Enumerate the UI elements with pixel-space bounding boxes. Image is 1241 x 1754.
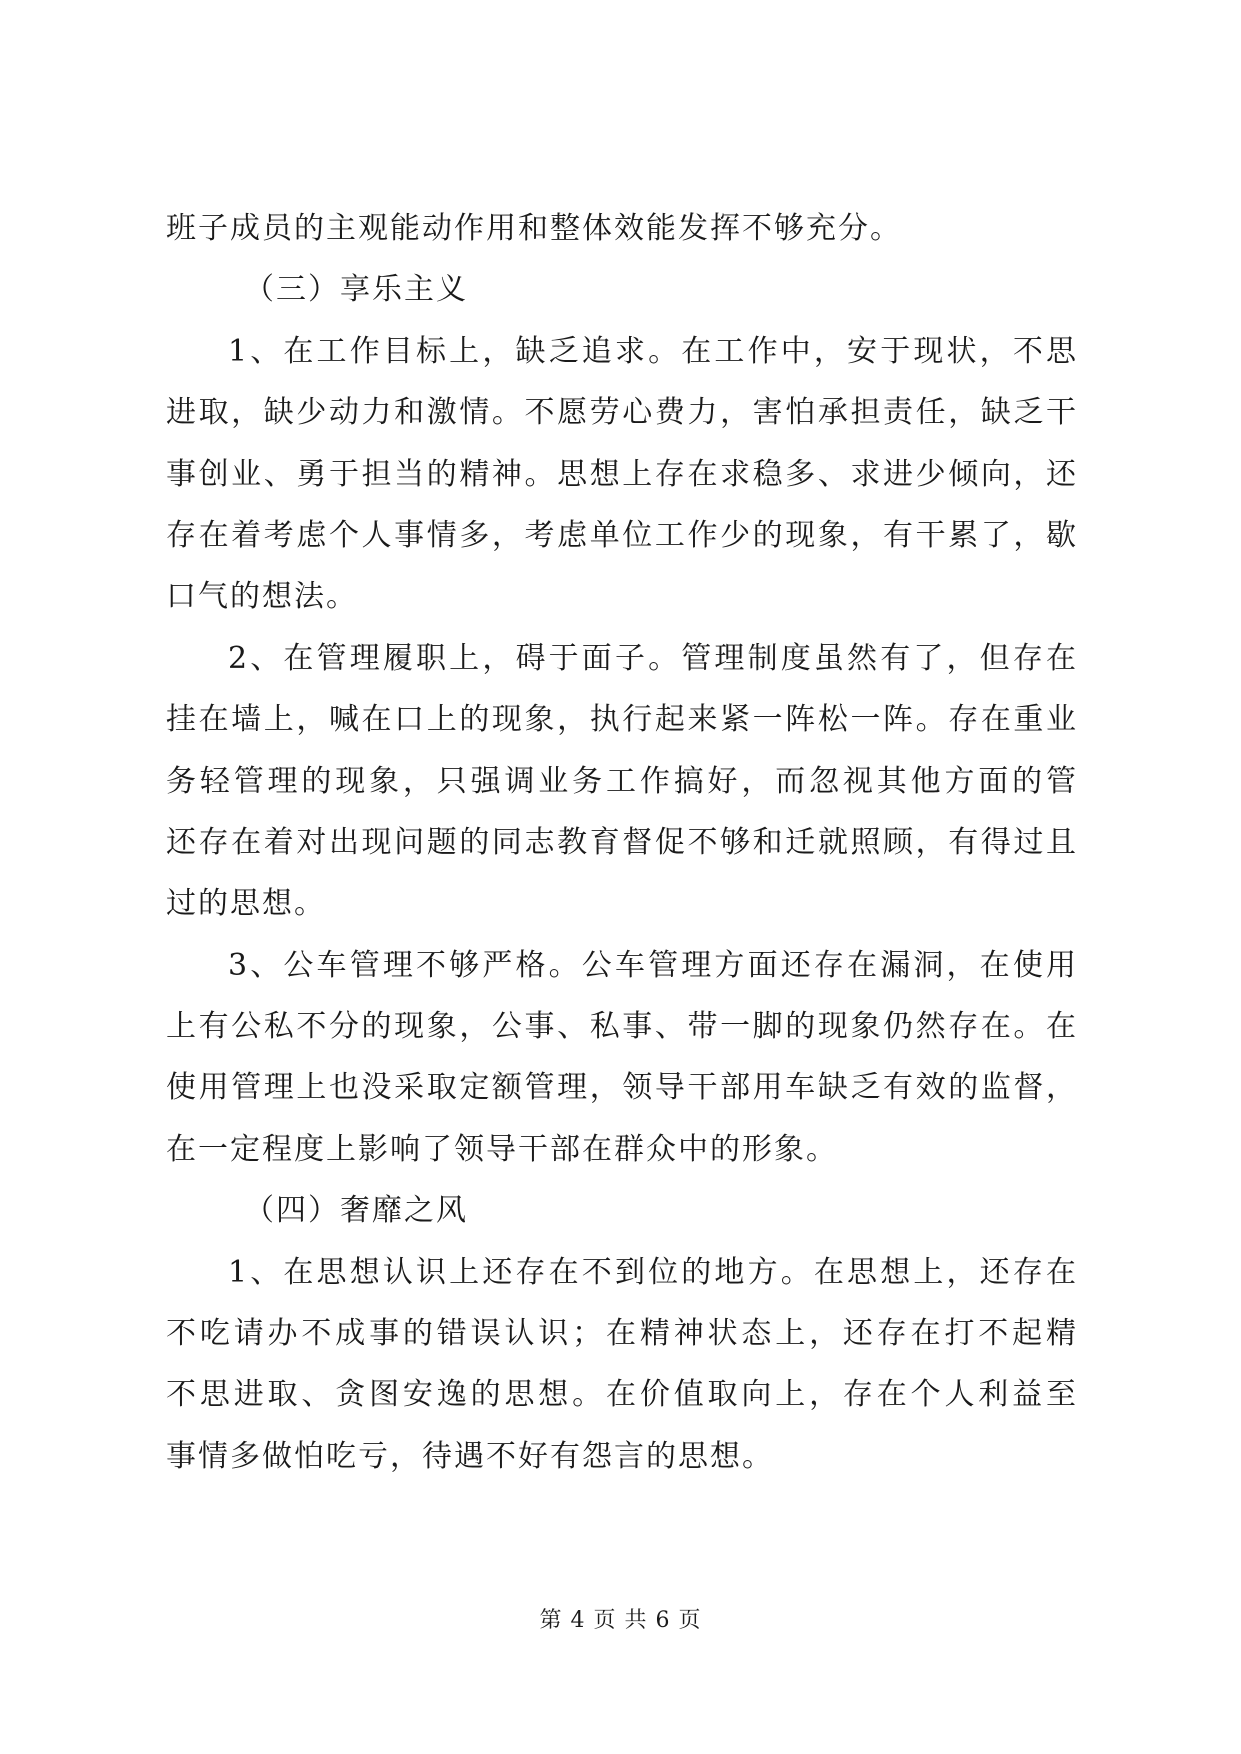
paragraph-line: 口气的想法。 xyxy=(166,579,358,615)
paragraph-line: 使用管理上也没采取定额管理，领导干部用车缺乏有效的监督， xyxy=(166,1070,1078,1106)
paragraph-line: 事创业、勇于担当的精神。思想上存在求稳多、求进少倾向，还 xyxy=(166,456,1078,492)
paragraph-line: 3、公车管理不够严格。公车管理方面还存在漏洞，在使用 xyxy=(228,947,1078,983)
paragraph-line: 1、在工作目标上，缺乏追求。在工作中，安于现状，不思 xyxy=(228,333,1078,369)
paragraph-line: 2、在管理履职上，碍于面子。管理制度虽然有了，但存在 xyxy=(228,640,1078,676)
page-footer: 第 4 页 共 6 页 xyxy=(539,1608,702,1633)
paragraph-line: 在一定程度上影响了领导干部在群众中的形象。 xyxy=(166,1131,838,1167)
document-body xyxy=(166,198,1078,1487)
paragraph-line: 挂在墙上，喊在口上的现象，执行起来紧一阵松一阵。存在重业 xyxy=(166,702,1078,738)
paragraph-line: 1、在思想认识上还存在不到位的地方。在思想上，还存在 xyxy=(228,1254,1078,1290)
paragraph-line: 班子成员的主观能动作用和整体效能发挥不够充分。 xyxy=(166,211,902,246)
section-heading: （三）享乐主义 xyxy=(244,272,468,308)
paragraph-line: 存在着考虑个人事情多，考虑单位工作少的现象，有干累了，歇 xyxy=(166,517,1078,553)
paragraph-line: 上有公私不分的现象，公事、私事、带一脚的现象仍然存在。在 xyxy=(166,1009,1078,1045)
paragraph-line: 不思进取、贪图安逸的思想。在价值取向上，存在个人利益至 xyxy=(166,1377,1078,1413)
paragraph-line: 过的思想。 xyxy=(166,886,326,922)
section-heading: （四）奢靡之风 xyxy=(244,1193,468,1229)
paragraph-line: 还存在着对出现问题的同志教育督促不够和迁就照顾，有得过且 xyxy=(166,824,1078,860)
paragraph-line: 事情多做怕吃亏，待遇不好有怨言的思想。 xyxy=(166,1438,774,1474)
paragraph-line: 进取，缺少动力和激情。不愿劳心费力，害怕承担责任，缺乏干 xyxy=(166,395,1078,431)
paragraph-line: 务轻管理的现象，只强调业务工作搞好，而忽视其他方面的管 xyxy=(166,763,1078,799)
paragraph-line: 不吃请办不成事的错误认识；在精神状态上，还存在打不起精 xyxy=(166,1316,1078,1352)
